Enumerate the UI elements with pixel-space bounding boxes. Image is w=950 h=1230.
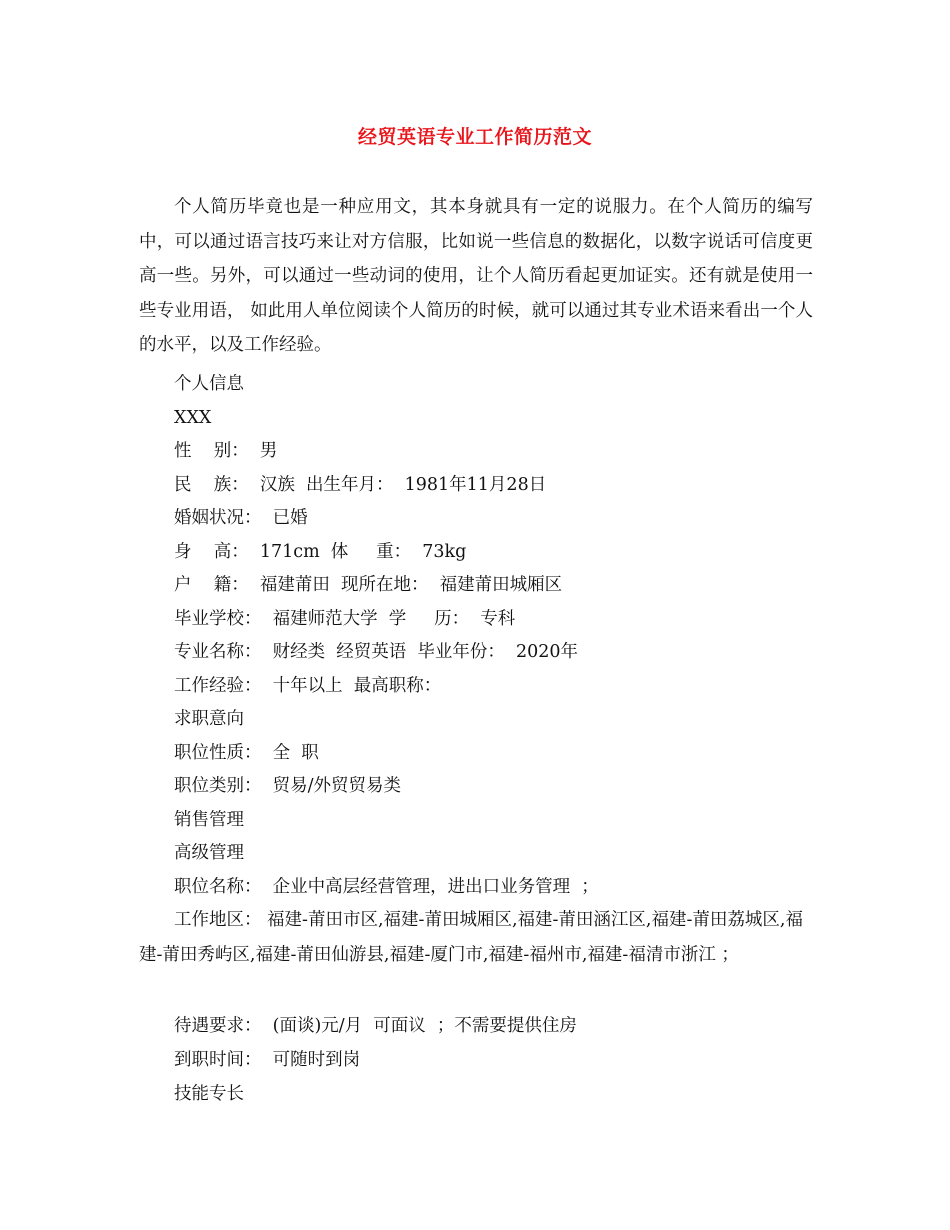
gender-line: 性 别： 男 (174, 441, 278, 461)
job-category-line: 职位类别： 贸易/外贸贸易类 (174, 776, 402, 796)
personal-info-heading: 个人信息 (174, 374, 244, 394)
salary-line: 待遇要求： (面谈)元/月 可面议 ；不需要提供住房 (174, 1016, 577, 1036)
senior-mgmt-line: 高级管理 (174, 843, 244, 863)
skills-heading: 技能专长 (174, 1084, 244, 1104)
intro-paragraph: 个人简历毕竟也是一种应用文，其本身就具有一定的说服力。在个人简历的编写中，可以通过语言技巧来让对方信服，比如说一些信息的数据化，以数字说话可信度更高一些。另外，可以通过一些动词的使用，让个人简历看起更加证实。还有就是使用一些专业用语， 如此用人单位阅读个人简历的时候，就可以通过其专业术语来看出一个人的水平，以及工作经验。 (139, 197, 813, 355)
document-title: 经贸英语专业工作简历范文 (357, 126, 592, 148)
job-intent-heading: 求职意向 (174, 709, 244, 729)
start-time-line: 到职时间： 可随时到岗 (174, 1050, 361, 1070)
work-area-paragraph: 工作地区： 福建-莆田市区,福建-莆田城厢区,福建-莆田涵江区,福建-莆田荔城区,福建-莆田秀屿区,福建-莆田仙游县,福建-厦门市,福建-福州市,福建-福清市浙江 ； (139, 910, 803, 965)
height-weight-line: 身 高： 171cm 体 重： 73kg (174, 542, 467, 562)
sales-mgmt-line: 销售管理 (174, 810, 244, 830)
ethnicity-birth-line: 民 族： 汉族 出生年月： 1981年11月28日 (174, 475, 547, 495)
marital-line: 婚姻状况： 已婚 (174, 508, 308, 528)
school-degree-line: 毕业学校： 福建师范大学 学 历： 专科 (174, 609, 516, 629)
experience-line: 工作经验： 十年以上 最高职称： (174, 676, 442, 696)
job-nature-line: 职位性质： 全 职 (174, 743, 319, 763)
major-year-line: 专业名称： 财经类 经贸英语 毕业年份： 2020年 (174, 642, 579, 662)
name-line: XXX (174, 408, 212, 428)
job-title-line: 职位名称： 企业中高层经营管理，进出口业务管理 ； (174, 877, 599, 897)
hukou-residence-line: 户 籍： 福建莆田 现所在地： 福建莆田城厢区 (174, 575, 563, 595)
